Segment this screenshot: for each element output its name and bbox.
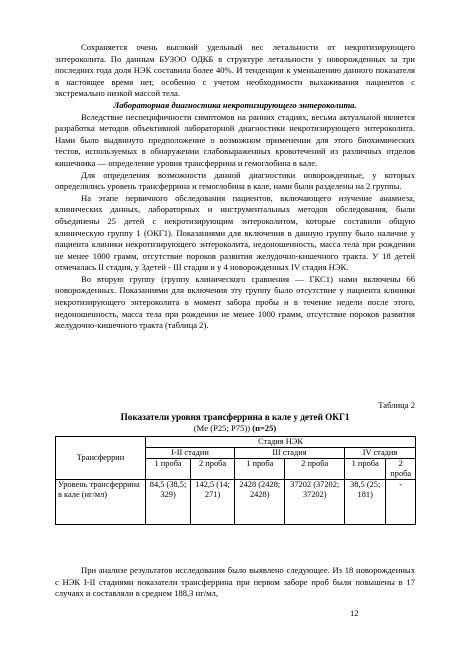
probe-cell: 1 проба bbox=[146, 459, 191, 480]
table-subtitle-n: (n=25) bbox=[252, 423, 277, 433]
probe-cell: 1 проба bbox=[344, 459, 385, 480]
value-cell: 38,5 (25; 181) bbox=[344, 480, 385, 525]
value-cell: 84,5 (38,5; 329) bbox=[146, 480, 191, 525]
paragraph-diagnostics: Вследствие неспецифичности симптомов на ранних стадиях, весьма актуальной является разработка методов объективной лабораторной диагностики некротизирующего энтероколита. Нами было выдвинуто предположение о возможном применении для этого биохимических тестов, используемых в обнаружении слабовыраженных кровотечений из различных отделов кишечника — определение уровня трансферрина и гемоглобина в кале. bbox=[55, 111, 415, 168]
stage-cell: I-II стадии bbox=[146, 448, 235, 459]
probe-cell: 1 проба bbox=[235, 459, 285, 480]
table-title: Показатели уровня трансферрина в кале у детей ОКГ1 bbox=[120, 412, 350, 422]
transferrin-table bbox=[55, 436, 416, 525]
probe-cell: 2 проба bbox=[191, 459, 235, 480]
stage-header-cell: Стадия НЭК bbox=[146, 437, 416, 448]
paragraph-results: При анализе результатов исследования было выявлено следующее. Из 18 новорожденных с НЭК I-II стадиями показатели трансферрина при первом заборе проб были повышены в 17 случаях и составляли в среднем 188,3 нг/мл, bbox=[55, 565, 415, 599]
table-header-row bbox=[56, 437, 416, 448]
row-header-cell: Трансферрин bbox=[56, 437, 146, 480]
table-label: Таблица 2 bbox=[378, 400, 415, 410]
stage-cell: IV стадия bbox=[344, 448, 415, 459]
paragraph-okg1: На этапе первичного обследования пациентов, включающего изучение анамнеза, клинических данных, лабораторных и инструментальных методов обследования, были объединены 25 детей с некротизирующим энтероколитом, которые составили общую клиническую группу 1 (ОКГ1). Показаниями для включения в данную группу было наличие у пациента клиники некротизирующего энтероколита, недоношенность, масса тела при рождении не менее 1000 грамм, отсутствие пороков развития желудочно-кишечного тракта. У 18 детей отмечалась II стадия, у 3детей - III стадия и у 4 новорожденных IV стадия НЭК. bbox=[55, 192, 415, 273]
probe-cell: 2 проба bbox=[285, 459, 345, 480]
paragraph-lethality: Сохраняется очень высокий удельный вес летальности от некротизирующего энтероколита. По данным БУЗОО ОДКБ в структуре летальности у новорожденных за три последних года доля НЭК составила более 40%. И тенденции к уменьшению данного показателя в настоящее время нет, особенно с учетом необходимости выхаживания пациентов с экстремально низкой массой тела. bbox=[55, 42, 415, 99]
stage-cell: III стадия bbox=[235, 448, 345, 459]
value-cell: 142,5 (14; 271) bbox=[191, 480, 235, 525]
table-subtitle-stat: (Me (P25; P75)) bbox=[193, 423, 251, 433]
page-number: 12 bbox=[350, 608, 359, 618]
row-label-cell: Уровень трансферрина в кале (нг/мл) bbox=[56, 480, 146, 525]
table-subtitle bbox=[55, 423, 415, 434]
body-text bbox=[55, 42, 415, 332]
body-text-after-table bbox=[55, 565, 415, 600]
value-cell: - bbox=[386, 480, 416, 525]
section-heading: Лабораторная диагностика некротизирующего энтероколита. bbox=[113, 99, 357, 110]
table-row bbox=[56, 480, 416, 525]
paragraph-gks1: Во вторую группу (группу клинического сравнения — ГКС1) нами включены 66 новорожденных. Показаниями для включения эту группу было отсутствие у пациента клиники некротизирующего энтероколита в момент забора пробы и в течение недели после этого, недоношенность, масса тела при рождении не менее 1000 грамм, отсутствие пороков развития желудочно-кишечного тракта (таблица 2). bbox=[55, 273, 415, 331]
paragraph-groups: Для определения возможности данной диагностики новорожденные, у которых определялись уровень трансферрина и гемоглобина в кале, нами были разделены на 2 группы. bbox=[55, 169, 415, 192]
value-cell: 37202 (37202; 37202) bbox=[285, 480, 345, 525]
value-cell: 2428 (2428; 2428) bbox=[235, 480, 285, 525]
probe-cell: 2 проба bbox=[386, 459, 416, 480]
